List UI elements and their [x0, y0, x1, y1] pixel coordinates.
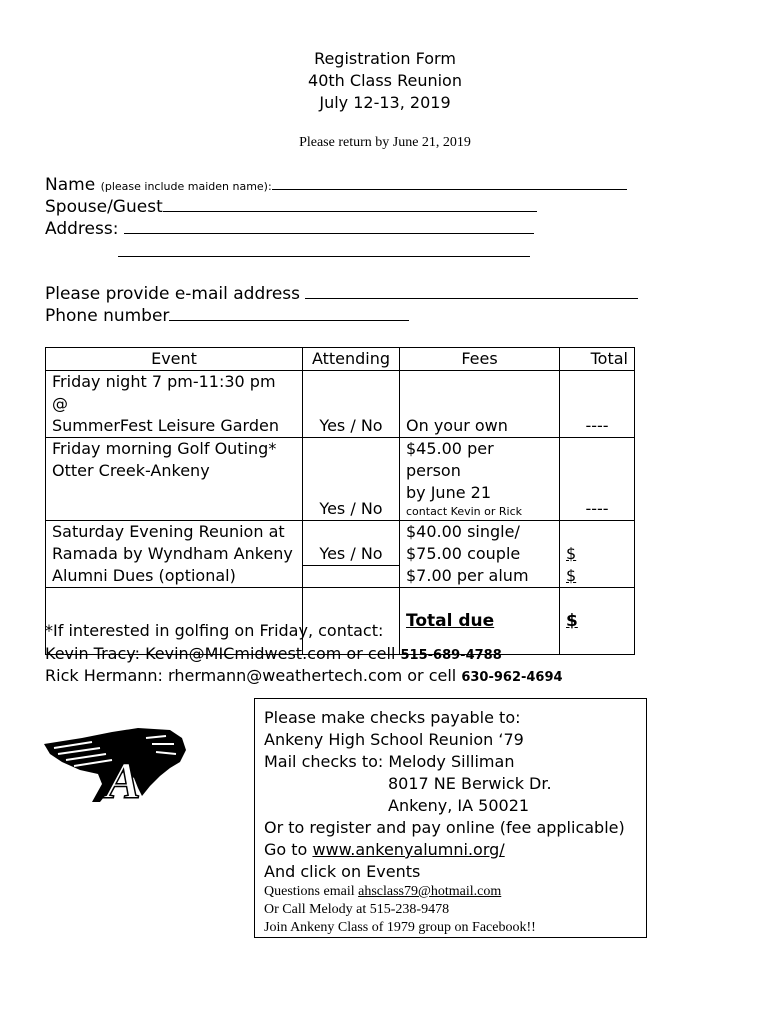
header-event: Event [46, 348, 303, 371]
golf-rick [45, 666, 563, 685]
event-cell [46, 438, 303, 521]
events-line: And click on Events [264, 862, 421, 881]
call-line: Or Call Melody at 515-238-9478 [264, 902, 450, 917]
email-line[interactable] [305, 284, 638, 299]
table-row [46, 521, 635, 566]
name-field[interactable] [45, 175, 627, 195]
form-date: July 12-13, 2019 [319, 93, 451, 112]
event-line: Otter Creek-Ankeny [52, 461, 210, 480]
name-hint: (please include maiden name): [100, 180, 272, 193]
total-due-label: Total due [406, 611, 495, 631]
total-cell [560, 565, 635, 588]
form-title: Registration Form [314, 49, 456, 68]
event-cell: Alumni Dues (optional) [46, 565, 303, 588]
golf-kevin [45, 644, 502, 663]
email-label: Please provide e-mail address [45, 284, 301, 304]
name-line[interactable] [272, 175, 627, 190]
payee-line: Ankeny High School Reunion ‘79 [264, 730, 524, 749]
fees-cell [400, 438, 560, 521]
phone-line[interactable] [169, 306, 409, 321]
address-line-2[interactable] [118, 241, 530, 257]
questions-text: Questions email [264, 884, 355, 899]
total-cell: ---- [560, 438, 635, 521]
attending-cell[interactable]: Yes / No [303, 521, 400, 566]
ankeny-eagle-logo-icon [42, 728, 188, 802]
payment-info-box [254, 698, 647, 938]
form-subtitle: 40th Class Reunion [308, 71, 462, 90]
go-to-text: Go to [264, 840, 308, 859]
fees-cell: $7.00 per alum [400, 565, 560, 588]
attending-cell[interactable]: Yes / No [303, 371, 400, 438]
address-label: Address: [45, 219, 119, 239]
rick-contact: Rick Hermann: rhermann@weathertech.com or cell [45, 666, 457, 685]
go-to-line [264, 839, 637, 861]
online-line: Or to register and pay online (fee applicable) [264, 818, 625, 837]
golf-intro: *If interested in golfing on Friday, contact: [45, 621, 384, 640]
alumni-link[interactable]: www.ankenyalumni.org/ [312, 840, 505, 859]
phone-label: Phone number [45, 306, 170, 326]
header-attending: Attending [303, 348, 400, 371]
table-row [46, 565, 635, 588]
fee-line: by June 21 [406, 483, 491, 502]
event-cell [46, 371, 303, 438]
total-cell: ---- [560, 371, 635, 438]
header-fees: Fees [400, 348, 560, 371]
spouse-line[interactable] [163, 197, 537, 212]
fee-line: $45.00 per person [406, 439, 494, 480]
table-row [46, 371, 635, 438]
event-line: SummerFest Leisure Garden [52, 416, 279, 435]
rick-phone: 630-962-4694 [461, 670, 563, 685]
total-due-value: $ [566, 611, 578, 631]
total-due-value-cell[interactable] [560, 588, 635, 655]
email-field[interactable] [45, 284, 638, 304]
total-value: $ [566, 544, 577, 563]
total-cell [560, 521, 635, 566]
fees-cell [400, 521, 560, 566]
return-note: Please return by June 21, 2019 [299, 135, 471, 150]
table-header-row [46, 348, 635, 371]
attending-cell[interactable]: Yes / No [303, 438, 400, 521]
kevin-contact: Kevin Tracy: Kevin@MICmidwest.com or cell [45, 644, 396, 663]
header-total: Total [560, 348, 635, 371]
event-cell [46, 521, 303, 566]
fee-line: $75.00 couple [406, 544, 521, 563]
event-line: Saturday Evening Reunion at [52, 522, 285, 541]
spouse-field[interactable] [45, 197, 537, 217]
phone-field[interactable] [45, 306, 409, 326]
fees-cell: On your own [400, 371, 560, 438]
attending-cell[interactable] [303, 565, 400, 588]
logo-letter: A [106, 753, 141, 802]
fee-note: contact Kevin or Rick [406, 505, 522, 518]
street-line: 8017 NE Berwick Dr. [388, 774, 552, 793]
facebook-line: Join Ankeny Class of 1979 group on Facebook!! [264, 920, 536, 935]
email-link[interactable]: ahsclass79@hotmail.com [358, 884, 502, 899]
event-line: Ramada by Wyndham Ankeny [52, 544, 293, 563]
questions-line [264, 883, 637, 901]
mail-to-line: Mail checks to: Melody Silliman [264, 752, 515, 771]
kevin-phone: 515-689-4788 [400, 648, 502, 663]
address-field[interactable] [45, 219, 534, 239]
name-label: Name [45, 175, 96, 195]
spouse-label: Spouse/Guest [45, 197, 163, 217]
address-line-1[interactable] [124, 219, 534, 234]
event-line: Friday night 7 pm-11:30 pm @ [52, 372, 276, 413]
fee-line: $40.00 single/ [406, 522, 520, 541]
payable-line: Please make checks payable to: [264, 708, 521, 727]
city-line: Ankeny, IA 50021 [388, 796, 530, 815]
total-value: $ [566, 566, 577, 585]
table-row [46, 438, 635, 521]
event-line: Friday morning Golf Outing* [52, 439, 277, 458]
event-table [45, 347, 635, 655]
